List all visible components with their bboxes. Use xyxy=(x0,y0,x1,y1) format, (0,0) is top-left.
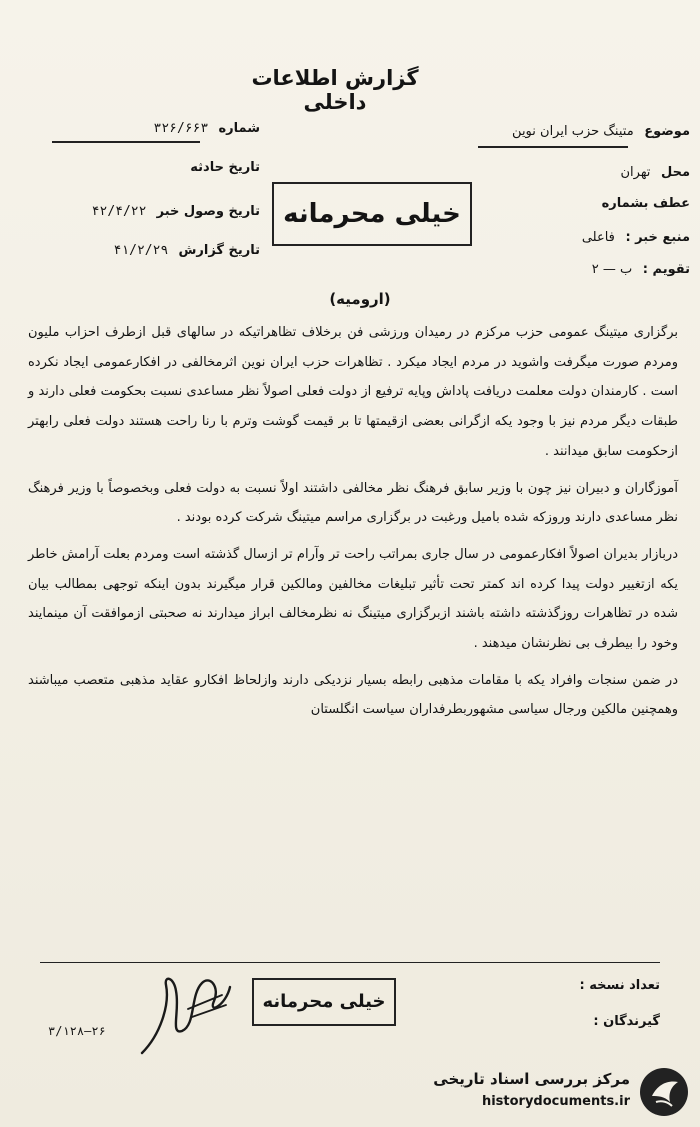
body-paragraph: دربازار بدیران اصولاً افکارعمومی در سال جاری بمراتب راحت تر وآرام تر ازسال گذشته است ومردم بعلت آرامش خاطر یکه ازتغییر دولت پیدا کرده اند کمتر تحت تأثیر تبلیغات مخالفین ومالکین قرار میگیرند بدون اینکه توجهی بمطالب بیان شده در تظاهرات روزگذشته داشته باشند ازبرگزاری میتینگ نه نظرمخالف ابراز میدارند نه صحبتی ازموافقت آن مینمایند وخود را بیطرف بی نظرنشان میدهند . xyxy=(28,546,678,652)
footer-divider xyxy=(40,962,660,963)
copies-count-label: تعداد نسخه : xyxy=(579,978,660,993)
report-date-value: ۴۱/۲/۲۹ xyxy=(113,243,169,258)
received-date-label: تاریخ وصول خبر xyxy=(156,204,260,219)
classification-stamp: خیلی محرمانه xyxy=(272,182,472,246)
recipients-label: گیرندگان : xyxy=(593,1014,660,1029)
number-field xyxy=(40,121,260,136)
news-source-label: منبع خبر : xyxy=(625,230,690,245)
handwritten-signature xyxy=(130,965,240,1060)
report-body xyxy=(28,318,678,725)
document-title: گزارش اطلاعات داخلی xyxy=(251,66,419,114)
report-date-label: تاریخ گزارش xyxy=(178,243,260,258)
received-date-value: ۴۲/۴/۲۲ xyxy=(91,204,147,219)
subject-label: موضوع xyxy=(644,124,690,139)
received-date-field xyxy=(40,204,260,219)
number-label: شماره xyxy=(218,121,260,136)
news-source-value: فاعلی xyxy=(581,230,615,245)
location-field xyxy=(620,165,690,180)
body-paragraph: برگزاری میتینگ عمومی حزب مرکزم در رمیدان ورزشی فن برخلاف تظاهراتیکه در سالهای قبل ازطرف احزاب ملیون ومردم صورت میگرفت واشوید در مردم ایجاد میکرد . تظاهرات حزب ایران نوین اثرمخالفی در افکارعمومی ایجاد نکرده است . کارمندان دولت معلمت دریافت پاداش وپایه ترفیع از دولت فعلی اصولاً نظر مساعدی نسبت بحکومت فعلی دارند و طبقات دیگر مردم نیز با وجود یکه ازگرانی بعضی ازقیمتها تا بر قیمت گوشت وترم با رنا راحت هستند دولت فعلی رابهتر ازحکومت سابق میدانند . xyxy=(28,325,678,459)
body-paragraph: آموزگاران و دبیران نیز چون با وزیر سابق فرهنگ نظر مخالفی داشتند اولاً نسبت به دولت فعلی وبخصوصاً با وزیر فرهنگ نظر مساعدی دارند وروزکه شده باميل ورغبت در برگزاری مراسم میتینگ شرکت کرده بودند . xyxy=(28,480,678,526)
incident-date-field xyxy=(40,160,260,175)
archive-logo-icon xyxy=(638,1066,690,1118)
report-date-field xyxy=(40,243,260,258)
watermark-url: historydocuments.ir xyxy=(481,1094,630,1109)
evaluation-value: ب — ۲ xyxy=(591,262,633,277)
watermark xyxy=(428,1066,690,1118)
subject-underline xyxy=(478,146,628,148)
location-value: تهران xyxy=(620,165,651,180)
number-underline xyxy=(52,141,200,143)
evaluation-label: تقویم : xyxy=(642,262,690,277)
number-value: ۳۲۶/۶۶۳ xyxy=(153,121,209,136)
location-label: محل xyxy=(660,165,690,180)
incident-date-label: تاریخ حادثه xyxy=(190,160,260,175)
report-heading: (ارومیه) xyxy=(329,290,391,308)
news-source-field xyxy=(582,230,690,245)
watermark-name: مرکز بررسی اسناد تاریخی xyxy=(433,1070,630,1088)
archive-reference: ۳/۱۲۸—۲۶ xyxy=(48,1024,106,1038)
reference-number-field xyxy=(596,196,690,211)
body-paragraph: در ضمن سنجات وافراد یکه با مقامات مذهبی رابطه بسیار نزدیکی دارند وازلحاظ افکارو عقاید مذهبی متعصب میباشند وهمچنین مالکین ورجال سیاسی مشهوربطرفداران سیاست انگلستان xyxy=(28,672,678,718)
subject-field xyxy=(512,124,690,139)
evaluation-field xyxy=(592,262,690,277)
reference-number-label: عطف بشماره xyxy=(601,196,690,211)
classification-stamp-bottom: خیلی محرمانه xyxy=(252,978,396,1026)
subject-value: متینگ حزب ایران نوین xyxy=(512,124,634,139)
